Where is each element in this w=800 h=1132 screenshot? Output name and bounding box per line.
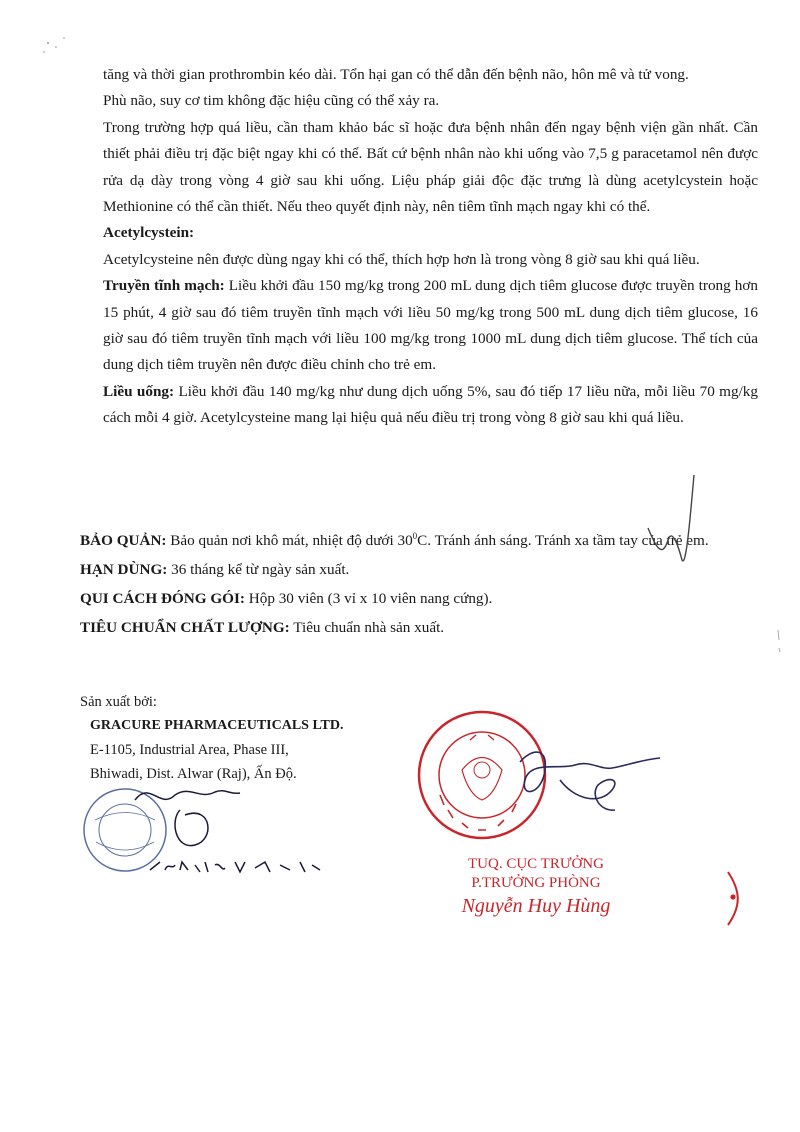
paragraph-acetylcysteine: Acetylcysteine nên được dùng ngay khi có thể, thích hợp hơn là trong vòng 8 giờ sau khi quá liều. [103, 250, 700, 268]
signature-icon [648, 475, 694, 561]
quality-label: TIÊU CHUẨN CHẤT LƯỢNG: [80, 619, 290, 637]
expiry-text: 36 tháng kể từ ngày sản xuất. [167, 561, 350, 579]
oral-label: Liều uống: [103, 382, 175, 400]
degree-sup: 0 [412, 531, 418, 541]
ministry-seal-icon [419, 712, 545, 838]
oral-text: Liều khởi đầu 140 mg/kg như dung dịch uống 5%, sau đó tiếp 17 liều nữa, mỗi liều 70 mg/kg cách mỗi 4 giờ. Acetylcysteine mang lại hiệu quả nếu điều trị trong vòng 8 giờ sau khi quá liều. [103, 382, 758, 427]
gracure-seal-icon [84, 789, 166, 871]
manufacturer-address: E-1105, Industrial Area, Phase III, [90, 742, 289, 758]
storage-text: Bảo quản nơi khô mát, nhiệt độ dưới 30 [166, 532, 413, 550]
text-line: tăng và thời gian prothrombin kéo dài. Tổn hại gan có thể dẫn đến bệnh não, hôn mê và tử vong. [103, 66, 689, 83]
heading-acetylcystein: Acetylcystein: [103, 224, 195, 242]
storage-label: BẢO QUẢN: [80, 532, 167, 550]
manufacturer-intro: Sản xuất bởi: [80, 694, 157, 710]
signature-icon [135, 791, 320, 872]
packaging-label: QUI CÁCH ĐÓNG GÓI: [80, 590, 245, 608]
text-line: Phù não, suy cơ tim không đặc hiệu cũng có thể xảy ra. [103, 92, 440, 110]
storage-text-b: C. Tránh ánh sáng. Tránh xa tầm tay của trẻ em. [417, 532, 709, 550]
approver-name: Nguyễn Huy Hùng [461, 895, 611, 917]
edge-mark-icon [728, 872, 738, 925]
scan-specks-icon [43, 37, 65, 53]
quality-text: Tiêu chuẩn nhà sản xuất. [289, 619, 445, 637]
manufacturer-address: Bhiwadi, Dist. Alwar (Raj), Ấn Độ. [90, 766, 297, 782]
iv-text: Liều khởi đầu 150 mg/kg trong 200 mL dung dịch tiêm glucose được truyền trong hơn 15 phút, 4 giờ sau đó tiêm truyền tĩnh mạch với liều 50 mg/kg trong 500 mL dung dịch tiêm glucose, 16 giờ sau đó tiêm truyền tĩnh mạch với liều 100 mg/kg trong 1000 mL dung dịch tiêm glucose. Thể tích của dung dịch tiêm truyền nên được điều chỉnh cho trẻ em. [103, 277, 758, 374]
approver-signature-icon [520, 752, 660, 810]
expiry-label: HẠN DÙNG: [80, 561, 168, 579]
paragraph-overdose: Trong trường hợp quá liều, cần tham khảo bác sĩ hoặc đưa bệnh nhân đến ngay bệnh viện gần nhất. Cần thiết phải điều trị đặc biệt ngay khi có thể. Bất cứ bệnh nhân nào khi uống vào 7,5 g paracetamol nên được rửa dạ dày trong vòng 4 giờ sau khi uống. Liệu pháp giải độc đặc trưng là dùng acetylcystein hoặc Methionine có thể cần thiết. Nếu theo quyết định này, nên tiêm tĩnh mạch ngay khi có thể. [103, 118, 758, 216]
edge-mark-icon [778, 630, 780, 652]
manufacturer-name: GRACURE PHARMACEUTICALS LTD. [90, 718, 344, 733]
approval-title: P.TRƯỞNG PHÒNG [471, 875, 601, 891]
iv-label: Truyền tĩnh mạch: [103, 277, 225, 295]
packaging-text: Hộp 30 viên (3 vỉ x 10 viên nang cứng). [244, 590, 493, 608]
approval-title: TUQ. CỤC TRƯỞNG [468, 856, 604, 872]
